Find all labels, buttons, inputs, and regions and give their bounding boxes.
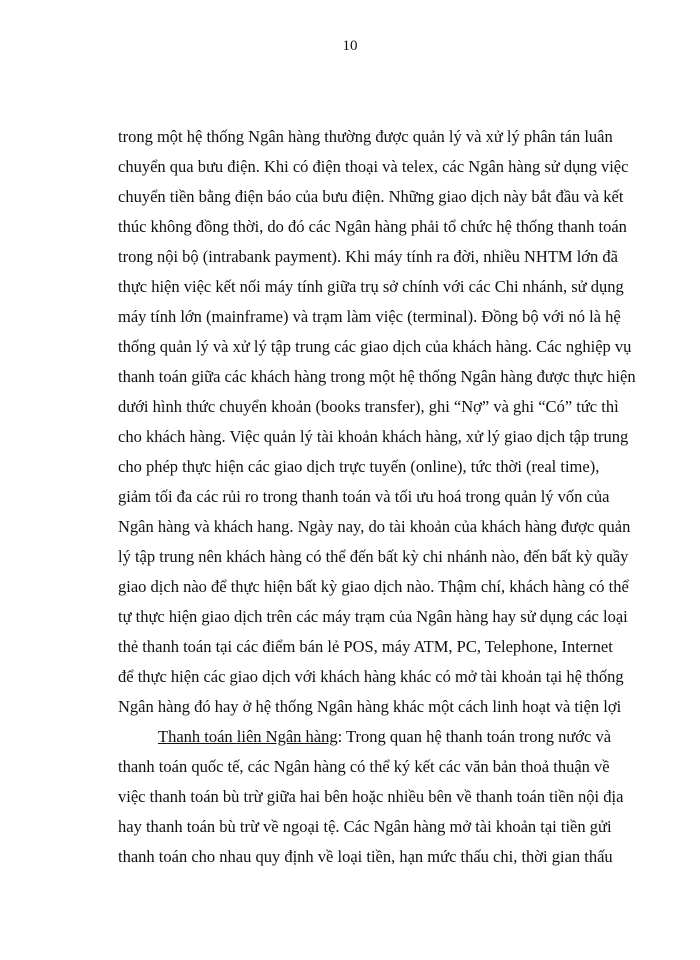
page-number: 10 bbox=[342, 38, 358, 54]
heading-continuation: : Trong quan hệ thanh toán trong nước và bbox=[337, 727, 612, 746]
text-line: lý tập trung nên khách hàng có thể đến bất kỳ chi nhánh nào, đến bất kỳ quầy bbox=[118, 547, 629, 566]
text-line: thanh toán giữa các khách hàng trong một hệ thống Ngân hàng được thực hiện bbox=[118, 367, 636, 386]
body-text bbox=[118, 122, 636, 872]
text-line: trong nội bộ (intrabank payment). Khi máy tính ra đời, nhiều NHTM lớn đã bbox=[118, 247, 618, 266]
paragraph-2 bbox=[118, 722, 624, 872]
text-line-first bbox=[118, 722, 612, 752]
text-line: Ngân hàng đó hay ở hệ thống Ngân hàng khác một cách linh hoạt và tiện lợi bbox=[118, 697, 622, 716]
text-line: thống quản lý và xử lý tập trung các giao dịch của khách hàng. Các nghiệp vụ bbox=[118, 337, 632, 356]
text-line: dưới hình thức chuyển khoản (books transfer), ghi “Nợ” và ghi “Có” tức thì bbox=[118, 397, 619, 416]
text-line: thẻ thanh toán tại các điểm bán lẻ POS, máy ATM, PC, Telephone, Internet bbox=[118, 637, 613, 656]
text-line: tự thực hiện giao dịch trên các máy trạm của Ngân hàng hay sử dụng các loại bbox=[118, 607, 628, 626]
text-line: việc thanh toán bù trừ giữa hai bên hoặc nhiều bên về thanh toán tiền nội địa bbox=[118, 787, 624, 806]
text-line: cho phép thực hiện các giao dịch trực tuyến (online), tức thời (real time), bbox=[118, 457, 600, 476]
text-line: cho khách hàng. Việc quản lý tài khoản khách hàng, xử lý giao dịch tập trung bbox=[118, 427, 629, 446]
text-line: thúc không đồng thời, do đó các Ngân hàng phải tổ chức hệ thống thanh toán bbox=[118, 217, 627, 236]
text-line: để thực hiện các giao dịch với khách hàng khác có mở tài khoản tại hệ thống bbox=[118, 667, 624, 686]
text-line: thanh toán cho nhau quy định về loại tiền, hạn mức thấu chi, thời gian thấu bbox=[118, 847, 613, 866]
text-line: máy tính lớn (mainframe) và trạm làm việc (terminal). Đồng bộ với nó là hệ bbox=[118, 307, 621, 326]
paragraph-1 bbox=[118, 122, 636, 722]
text-line: Ngân hàng và khách hang. Ngày nay, do tài khoản của khách hàng được quản bbox=[118, 517, 631, 536]
text-line: trong một hệ thống Ngân hàng thường được quản lý và xử lý phân tán luân bbox=[118, 127, 613, 146]
section-heading: Thanh toán liên Ngân hàng bbox=[158, 727, 338, 746]
text-line: thực hiện việc kết nối máy tính giữa trụ sở chính với các Chi nhánh, sử dụng bbox=[118, 277, 624, 296]
text-line: giao dịch nào để thực hiện bất kỳ giao dịch nào. Thậm chí, khách hàng có thể bbox=[118, 577, 629, 596]
text-line: thanh toán quốc tế, các Ngân hàng có thể ký kết các văn bản thoả thuận về bbox=[118, 757, 610, 776]
text-line: chuyển tiền bằng điện báo của bưu điện. Những giao dịch này bắt đầu và kết bbox=[118, 187, 624, 206]
text-line: chuyển qua bưu điện. Khi có điện thoại và telex, các Ngân hàng sử dụng việc bbox=[118, 157, 629, 176]
text-line: hay thanh toán bù trừ về ngoại tệ. Các Ngân hàng mở tài khoản tại tiền gửi bbox=[118, 817, 612, 836]
text-line: giảm tối đa các rủi ro trong thanh toán và tối ưu hoá trong quản lý vốn của bbox=[118, 487, 610, 506]
